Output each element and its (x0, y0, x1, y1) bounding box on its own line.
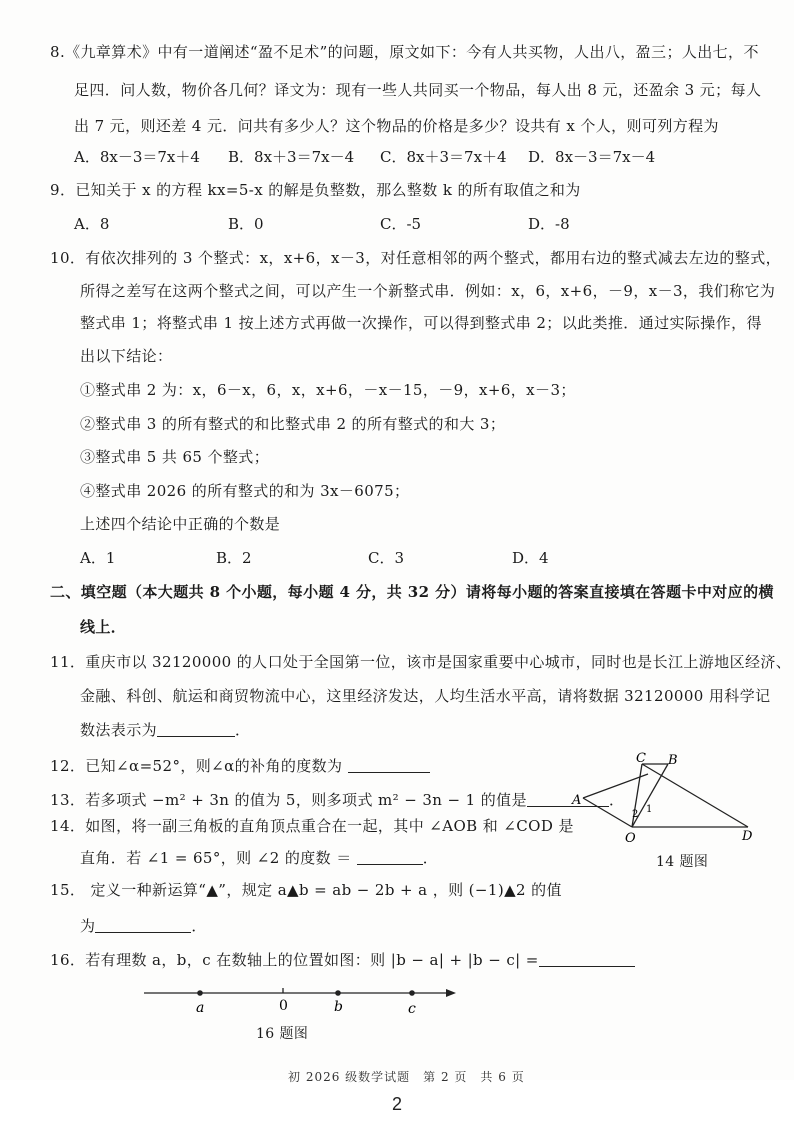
q15-line-2: 为 ． (80, 917, 207, 935)
q9-option-a[interactable]: A．8 (74, 215, 110, 233)
q10-line-3: 整式串 1；将整式串 1 按上述方式再做一次操作，可以得到整式串 2；以此类推．通过实际操作，得 (80, 314, 762, 332)
q16-text: 16．若有理数 a，b，c 在数轴上的位置如图：则 |b − a| + |b − c| = (50, 951, 539, 969)
q8-option-d[interactable]: D．8x－3＝7x－4 (528, 148, 656, 166)
q14-text: 直角．若 ∠1 = 65°，则 ∠2 的度数 ＝ (80, 849, 352, 867)
q16-point-a (197, 990, 203, 996)
q16-point-c (409, 990, 415, 996)
q10-option-a[interactable]: A．1 (80, 549, 116, 567)
q11-line-3: 数法表示为 ． (80, 721, 251, 739)
q9-option-c[interactable]: C．-5 (380, 215, 422, 233)
q10-ask: 上述四个结论中正确的个数是 (80, 515, 281, 533)
q8-line-1: 8.《九章算术》中有一道阐述“盈不足术”的问题，原文如下：今有人共买物，人出八，盈三；人出七，不 (50, 43, 759, 61)
q8-option-a[interactable]: A．8x－3＝7x＋4 (74, 148, 200, 166)
q16-answer-blank[interactable] (539, 952, 635, 967)
q14-label-O: O (625, 831, 636, 846)
q16-line-1 (50, 950, 635, 970)
q15-line-1: 15． 定义一种新运算“▲”，规定 a▲b = ab − 2b + a ，则 (−1)▲2 的值 (50, 881, 562, 899)
q14-answer-blank[interactable] (357, 850, 423, 865)
q16-point-b (335, 990, 341, 996)
q15-text: 为 (80, 917, 96, 935)
section2-heading: 二、填空题（本大题共 8 个小题，每小题 4 分，共 32 分）请将每小题的答案直接填在答题卡中对应的横 (50, 583, 774, 601)
q10-option-b[interactable]: B．2 (216, 549, 252, 567)
q12-text: 12．已知∠α=52°，则∠α的补角的度数为 (50, 757, 343, 775)
q10-conclusion-4: ④整式串 2026 的所有整式的和为 3x－6075； (80, 482, 410, 500)
q11-line-1: 11．重庆市以 32120000 的人口处于全国第一位，该市是国家重要中心城市，同时也是长江上游地区经济、 (50, 653, 792, 671)
q16-label-c: c (408, 1001, 416, 1017)
q14-caption: 14 题图 (656, 854, 709, 870)
q14-label-A: A (572, 793, 582, 808)
q16-number-line (140, 978, 470, 1018)
q16-label-zero: 0 (279, 998, 288, 1014)
q14-label-B: B (668, 753, 678, 768)
q14-angle-2-label: 2 (632, 809, 639, 820)
q16-label-a: a (196, 1000, 205, 1016)
page-footer: 初 2026 级数学试题 第 2 页 共 6 页 (288, 1070, 525, 1084)
q13-line-1: 13．若多项式 −m² + 3n 的值为 5，则多项式 m² − 3n − 1 的值是 ． (50, 791, 625, 809)
q10-conclusion-1: ①整式串 2 为：x，6－x，6，x，x+6，－x－15，－9，x+6，x－3； (80, 381, 576, 399)
page-number: 2 (391, 1094, 402, 1114)
q12-answer-blank[interactable] (348, 758, 430, 773)
q14-line-2: 直角．若 ∠1 = 65°，则 ∠2 的度数 ＝ ． (80, 849, 439, 867)
q14-label-C: C (636, 752, 646, 766)
q12-line-1 (50, 756, 430, 776)
q16-axis-arrow (446, 989, 456, 997)
q9-option-b[interactable]: B．0 (228, 215, 264, 233)
q10-option-d[interactable]: D．4 (512, 549, 549, 567)
q10-option-c[interactable]: C．3 (368, 549, 405, 567)
q16-label-b: b (334, 999, 343, 1015)
section2-heading-cont: 线上． (80, 618, 127, 636)
q16-caption: 16 题图 (256, 1026, 309, 1042)
q8-option-b[interactable]: B．8x＋3＝7x－4 (228, 148, 355, 166)
q14-segment-AO (583, 798, 632, 827)
q14-segment-CD (642, 764, 748, 827)
q15-answer-blank[interactable] (95, 918, 191, 933)
q10-line-1: 10．有依次排列的 3 个整式：x，x+6，x－3，对任意相邻的两个整式，都用右边的整式减去左边的整式， (50, 249, 782, 267)
q10-line-4: 出以下结论： (80, 347, 173, 365)
q10-conclusion-2: ②整式串 3 的所有整式的和比整式串 2 的所有整式的和大 3； (80, 415, 506, 433)
q8-line-3: 出 7 元，则还差 4 元．问共有多少人？这个物品的价格是多少？设共有 x 个人，则可列方程为 (74, 117, 719, 135)
q9-option-d[interactable]: D．-8 (528, 215, 570, 233)
q11-answer-blank[interactable] (157, 722, 235, 737)
q8-line-2: 足四．问人数，物价各几何？译文为：现有一些人共同买一个物品，每人出 8 元，还盈余 3 元；每人 (74, 81, 762, 99)
q14-label-D: D (742, 829, 753, 844)
q13-text: 13．若多项式 −m² + 3n 的值为 5，则多项式 m² − 3n − 1 的值是 (50, 791, 527, 809)
q10-conclusion-3: ③整式串 5 共 65 个整式； (80, 448, 270, 466)
q14-line-1: 14．如图，将一副三角板的直角顶点重合在一起，其中 ∠AOB 和 ∠COD 是 (50, 817, 574, 835)
q11-line-3-text: 数法表示为 (80, 721, 158, 739)
q10-line-2: 所得之差写在这两个整式之间，可以产生一个新整式串．例如：x，6，x+6，－9，x－3，我们称它为 (80, 282, 776, 300)
q9-line-1: 9．已知关于 x 的方程 kx=5-x 的解是负整数，那么整数 k 的所有取值之和为 (50, 181, 581, 199)
q11-line-2: 金融、科创、航运和商贸物流中心，这里经济发达，人均生活水平高，请将数据 32120000 用科学记 (80, 687, 771, 705)
q14-angle-1-label: 1 (646, 804, 653, 815)
q8-option-c[interactable]: C．8x＋3＝7x＋4 (380, 148, 507, 166)
